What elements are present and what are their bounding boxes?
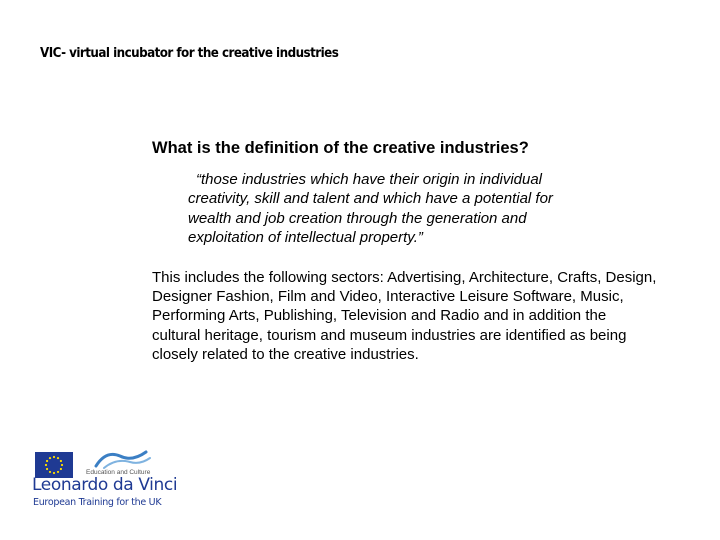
definition-question: What is the definition of the creative industries? (152, 139, 529, 157)
quote-line: “those industries which have their origin in individual (196, 171, 543, 188)
eu-star-icon (45, 464, 47, 466)
page-header-title: VIC- virtual incubator for the creative industries (40, 46, 339, 61)
quote-line: exploitation of intellectual property.” (188, 229, 423, 247)
eu-star-icon (53, 472, 55, 474)
leonardo-da-vinci-logo (32, 444, 178, 514)
logo-name: Leonardo da Vinci (32, 475, 178, 495)
logo-tagline: European Training for the UK (33, 497, 162, 508)
eu-star-icon (61, 464, 63, 466)
eu-star-icon (46, 468, 48, 470)
eu-star-icon (53, 456, 55, 458)
eu-star-icon (60, 468, 62, 470)
quote-line: creativity, skill and talent and which have a potential for (188, 190, 553, 208)
quote-line: wealth and job creation through the generation and (188, 209, 527, 227)
main-content (152, 138, 672, 365)
eu-star-icon (60, 460, 62, 462)
eu-star-icon (49, 457, 51, 459)
sectors-paragraph: This includes the following sectors: Advertising, Architecture, Crafts, Design, Designer Fashion, Film and Video, Interactive Leisure Software, Music, Performing Arts, Publishing, Television and Radio and in addition the cultural heritage, tourism and museum industries are identified as being closely related to the creative industries. (152, 268, 657, 364)
programme-label: Education and Culture (86, 469, 151, 476)
eu-star-icon (57, 471, 59, 473)
eu-star-icon (49, 471, 51, 473)
eu-star-icon (46, 460, 48, 462)
eu-star-icon (57, 457, 59, 459)
definition-quote (188, 170, 633, 248)
